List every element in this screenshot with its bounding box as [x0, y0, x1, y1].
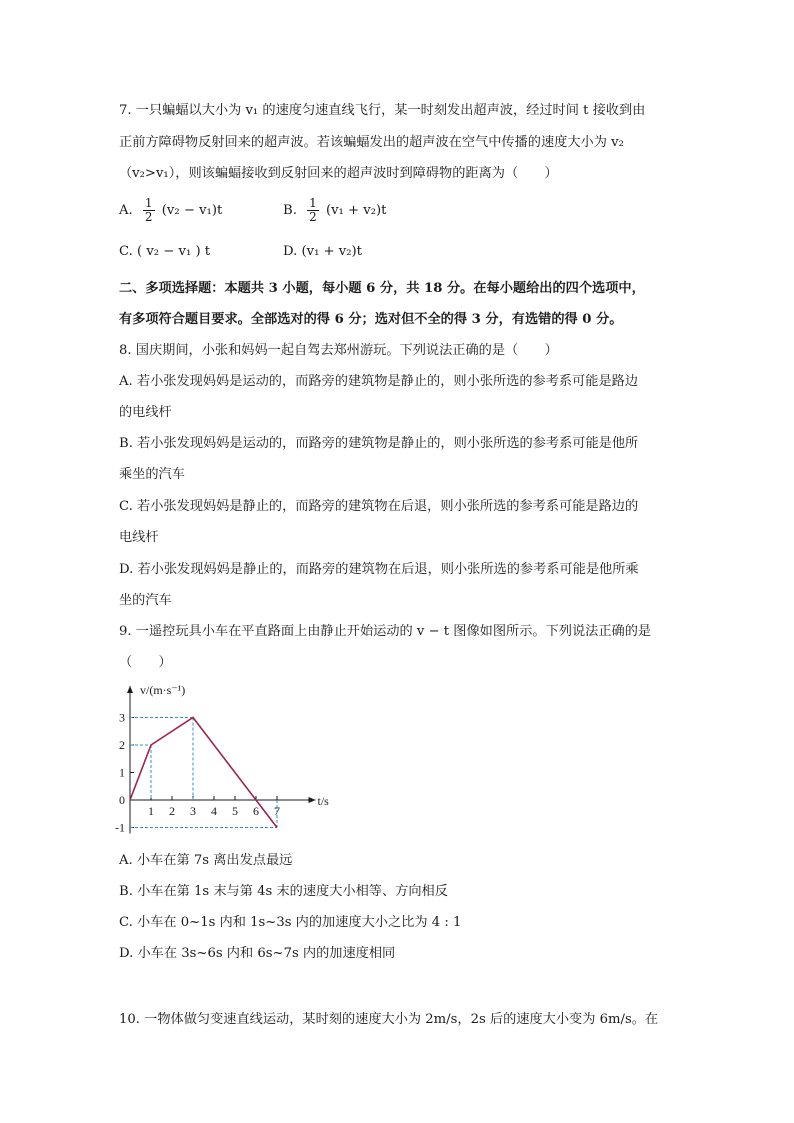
y-tick-label: 1	[119, 765, 125, 780]
q8-option-c-line2[interactable]: 电线杆	[119, 530, 159, 545]
q9-option-a[interactable]: A. 小车在第 7s 离出发点最远	[119, 853, 293, 868]
q7-stem-line2: 正前方障碍物反射回来的超声波。若该蝙蝠发出的超声波在空气中传播的速度大小为 v₂	[119, 135, 624, 150]
q7-option-d[interactable]: D. (v₁ + v₂)t	[283, 244, 362, 259]
q7-stem-line3: （v₂>v₁），则该蝙蝠接收到反射回来的超声波时到障碍物的距离为（ ）	[119, 166, 558, 181]
q7-option-a-fraction	[143, 197, 155, 224]
x-tick-label: 4	[211, 804, 217, 818]
q7-option-b-numerator: 1	[309, 196, 317, 210]
section2-instructions-line1: 二、多项选择题：本题共 3 小题，每小题 6 分，共 18 分。在每小题给出的四个选项中，	[119, 281, 645, 296]
q9-option-c[interactable]: C. 小车在 0~1s 内和 1s~3s 内的加速度大小之比为 4 : 1	[119, 915, 462, 930]
q8-option-d-line2[interactable]: 坐的汽车	[119, 593, 172, 608]
q8-option-a-line2[interactable]: 的电线杆	[119, 405, 172, 420]
q8-option-b-line2[interactable]: 乘坐的汽车	[119, 467, 185, 482]
q9-stem-line2: （ ）	[119, 655, 172, 670]
velocity-time-graph	[115, 678, 345, 838]
q7-option-b-denominator: 2	[309, 210, 317, 224]
section2-instructions-line2: 有多项符合题目要求。全部选对的得 6 分；选对但不全的得 3 分，有选错的得 0 分。	[119, 312, 623, 327]
q7-option-a-numerator: 1	[144, 196, 153, 210]
x-tick-label: 5	[232, 804, 238, 818]
q7-option-a-denominator: 2	[144, 210, 153, 224]
q10-stem-line1: 10. 一物体做匀变速直线运动，某时刻的速度大小为 2m/s，2s 后的速度大小变为 6m/s。在	[119, 1012, 659, 1027]
q7-option-c[interactable]: C. ( v₂ − v₁ ) t	[119, 244, 211, 259]
y-tick-label: 3	[119, 710, 125, 725]
q7-option-a-expression: (v₂ − v₁)t	[161, 203, 223, 218]
x-tick-label: 6	[253, 804, 259, 818]
x-tick-label: 3	[190, 804, 196, 818]
y-tick-label: -1	[115, 820, 125, 835]
q7-option-a-label: A.	[119, 203, 133, 218]
q7-option-b-label: B.	[283, 203, 297, 218]
q8-option-a-line1[interactable]: A. 若小张发现妈妈是运动的，而路旁的建筑物是静止的，则小张所选的参考系可能是路边	[119, 374, 639, 389]
q7-option-b[interactable]	[283, 197, 386, 224]
q9-stem-line1: 9. 一遥控玩具小车在平直路面上由静止开始运动的 v − t 图像如图所示。下列说法正确的是	[119, 624, 652, 639]
q8-stem: 8. 国庆期间，小张和妈妈一起自驾去郑州游玩。下列说法正确的是（ ）	[119, 343, 558, 358]
q9-option-d[interactable]: D. 小车在 3s~6s 内和 6s~7s 内的加速度相同	[119, 946, 396, 961]
q7-stem-line1: 7. 一只蝙蝠以大小为 v₁ 的速度匀速直线飞行，某一时刻发出超声波，经过时间 t 接收到由	[119, 103, 646, 118]
x-tick-label: 7	[274, 804, 280, 818]
q7-option-a[interactable]	[119, 197, 222, 224]
q7-option-b-expression: (v₁ + v₂)t	[325, 203, 387, 218]
q8-option-d-line1[interactable]: D. 若小张发现妈妈是静止的，而路旁的建筑物在后退，则小张所选的参考系可能是他所乘	[119, 562, 639, 577]
x-tick-label: 1	[148, 804, 154, 818]
y-tick-label: 2	[119, 738, 125, 752]
y-tick-label: 0	[119, 793, 125, 807]
q8-option-b-line1[interactable]: B. 若小张发现妈妈是运动的，而路旁的建筑物是静止的，则小张所选的参考系可能是他所	[119, 436, 639, 451]
q8-option-c-line1[interactable]: C. 若小张发现妈妈是静止的，而路旁的建筑物在后退，则小张所选的参考系可能是路边的	[119, 499, 639, 514]
x-axis-label: t/s	[317, 794, 329, 808]
q9-option-b[interactable]: B. 小车在第 1s 末与第 4s 末的速度大小相等、方向相反	[119, 884, 448, 899]
y-axis-label: v/(m·s⁻¹)	[140, 683, 186, 697]
q7-option-b-fraction	[307, 197, 319, 224]
x-tick-label: 2	[169, 804, 175, 818]
